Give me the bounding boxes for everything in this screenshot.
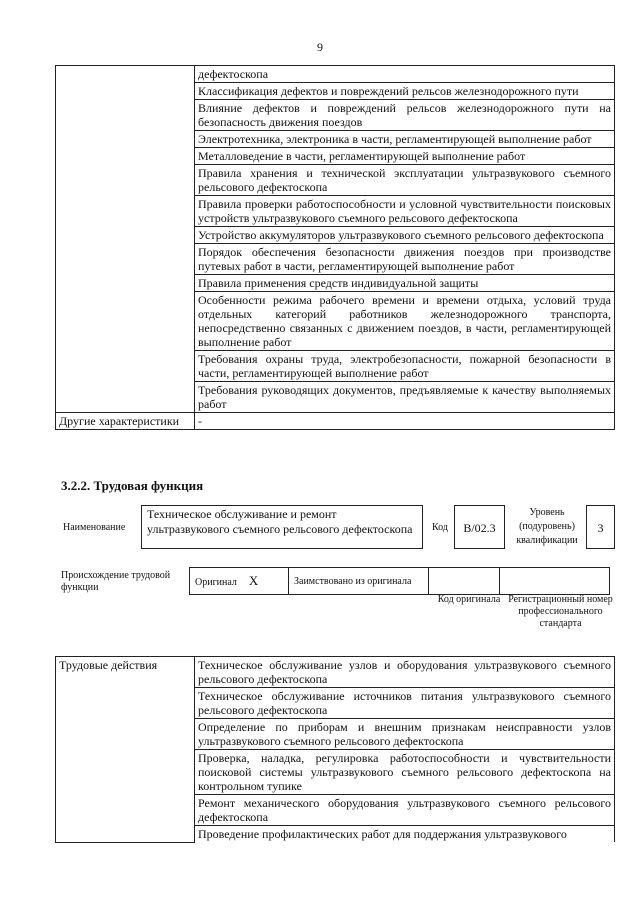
labor-actions-table [55, 656, 615, 843]
origin-table [189, 567, 610, 595]
table-row [56, 657, 615, 688]
knowledge-item: Электротехника, электроника в части, регламентирующей выполнение работ [195, 131, 615, 148]
knowledge-label-cell [56, 66, 195, 413]
origin-label: Происхождение трудовой функции [61, 570, 171, 593]
knowledge-item: Влияние дефектов и повреждений рельсов железнодорожного пути на безопасность движения поездов [195, 100, 615, 131]
knowledge-item: дефектоскопа [195, 66, 615, 83]
original-label: Оригинал [195, 577, 237, 588]
code-label: Код [432, 522, 448, 533]
original-code-cell [429, 568, 500, 595]
name-label: Наименование [63, 522, 126, 533]
knowledge-item: Правила хранения и технической эксплуатации ультразвукового съемного рельсового дефектоскопа [195, 165, 615, 196]
labor-action-item: Определение по приборам и внешним признакам неисправности узлов ультразвукового съемного рельсового дефектоскопа [195, 719, 615, 750]
function-code-box: B/02.3 [454, 505, 505, 549]
knowledge-item: Классификация дефектов и повреждений рельсов железнодорожного пути [195, 83, 615, 100]
labor-action-item: Проведение профилактических работ для поддержания ультразвукового [195, 826, 615, 843]
knowledge-item: Особенности режима рабочего времени и времени отдыха, условий труда отдельных категорий работников железнодорожного транспорта, непосредственно связанных с движением поездов, в части, регламентирующей выполнение работ [195, 292, 615, 351]
page-number: 9 [317, 40, 323, 54]
labor-action-item: Техническое обслуживание узлов и оборудования ультразвукового съемного рельсового дефектоскопа [195, 657, 615, 688]
level-value-box: 3 [586, 505, 615, 549]
table-row [56, 66, 615, 83]
borrowed-label: Заимствовано из оригинала [289, 568, 429, 595]
knowledge-item: Правила проверки работоспособности и условной чувствительности поисковых устройств ультразвукового съемного рельсового дефектоскопа [195, 196, 615, 227]
section-heading: 3.2.2. Трудовая функция [61, 478, 204, 493]
labor-action-item: Проверка, наладка, регулировка работоспособности и чувствительности поисковой системы ультразвукового съемного рельсового дефектоскопа на контрольном тупике [195, 750, 615, 795]
knowledge-item: Требования руководящих документов, предъявляемые к качеству выполняемых работ [195, 382, 615, 413]
labor-action-item: Техническое обслуживание источников питания ультразвукового съемного рельсового дефектоскопа [195, 688, 615, 719]
labor-actions-label: Трудовые действия [56, 657, 195, 843]
original-code-caption: Код оригинала [437, 594, 501, 605]
knowledge-item: Правила применения средств индивидуальной защиты [195, 275, 615, 292]
knowledge-item: Требования охраны труда, электробезопасности, пожарной безопасности в части, регламентирующей выполнение работ [195, 351, 615, 382]
original-cell [190, 568, 289, 595]
other-characteristics-value: - [195, 413, 615, 430]
level-label: Уровень (подуровень) квалификации [516, 507, 578, 546]
knowledge-item: Порядок обеспечения безопасности движения поездов при производстве путевых работ в части, регламентирующей выполнение работ [195, 244, 615, 275]
knowledge-item: Устройство аккумуляторов ультразвукового съемного рельсового дефектоскопа [195, 227, 615, 244]
other-characteristics-label: Другие характеристики [56, 413, 195, 430]
original-mark: X [248, 573, 259, 588]
knowledge-item: Металловедение в части, регламентирующей выполнение работ [195, 148, 615, 165]
table-row [56, 413, 615, 430]
function-name-box: Техническое обслуживание и ремонт ультразвукового съемного рельсового дефектоскопа [141, 505, 423, 549]
labor-action-item: Ремонт механического оборудования ультразвукового съемного рельсового дефектоскопа [195, 795, 615, 826]
reg-number-cell [500, 568, 610, 595]
knowledge-table [55, 65, 615, 430]
reg-number-caption: Регистрационный номер профессионального стандарта [508, 594, 613, 629]
